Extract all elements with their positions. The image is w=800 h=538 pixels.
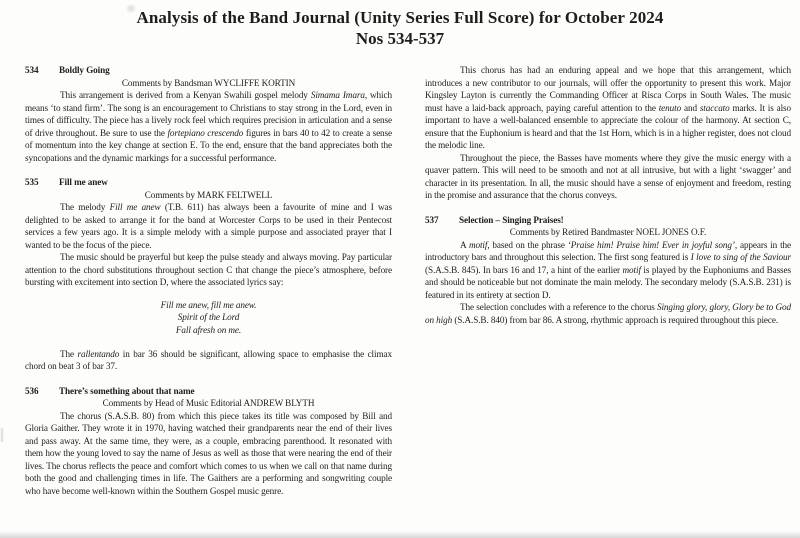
section-535-paragraph-3: The rallentando in bar 36 should be significant, allowing space to emphasise the climax chord on beat 3 of bar 37. — [25, 348, 392, 372]
lyric-line-3: Fall afresh on me. — [175, 325, 242, 336]
section-535-heading — [25, 176, 392, 189]
section-534-title: Boldly Going — [59, 65, 110, 75]
section-536-paragraph-1: The chorus (S.A.S.B. 80) from which this piece takes its title was composed by Bill and Gloria Gaither. They wrote it in 1970, having watched their grandparents near the end of their lives and pass away. At the same time, they were, as a couple, embracing parenthood. It resonated with them how the young loved to say the name of Jesus as well as those that were nearing the end of their lives. The chorus reflects the peace and comfort which comes to us when we call on that name during both the good and challenging times in life. The Gaithers are a performing and songwriting couple who have become well-known within the Southern Gospel music genre. — [25, 410, 392, 496]
section-534-byline: Comments by Bandsman WYCLIFFE KORTIN — [121, 77, 296, 88]
section-534-paragraph-1: This arrangement is derived from a Kenyan Swahili gospel melody Simama Imara, which means ‘to stand firm’. The song is an encouragement to Christians to stay strong in the Lord, even in times of difficulty. The piece has a lively rock feel which requires precision in articulation and a sense of drive throughout. Be sure to use the fortepiano crescendo figures in bars 40 to 42 to create a sense of momentum into the key change at section E. To the end, ensure that the band appreciates both the syncopations and the dynamic markings for a successful performance. — [25, 90, 392, 163]
section-534 — [25, 64, 392, 164]
lyric-line-2: Spirit of the Lord — [177, 312, 240, 323]
document-title: Analysis of the Band Journal (Unity Series Full Score) for October 2024 — [136, 8, 664, 27]
section-536-byline: Comments by Head of Music Editorial ANDREW BLYTH — [102, 398, 315, 409]
section-536-heading — [25, 385, 392, 398]
scan-edge — [0, 531, 800, 538]
section-535-number: 535 — [25, 177, 39, 187]
section-537-number: 537 — [425, 214, 439, 225]
two-column-layout — [0, 64, 800, 497]
section-537-paragraph-2: The selection concludes with a reference to the chorus Singing glory, glory, Glory be to God on high (S.A.S.B. 840) from bar 86. A strong, rhythmic approach is required throughout this piece. — [425, 302, 791, 325]
lyric-line-1: Fill me anew, fill me anew. — [160, 299, 257, 310]
page-header — [0, 0, 800, 49]
section-537 — [425, 214, 791, 327]
section-537-paragraph-1: A motif, based on the phrase ‘Praise him! Praise him! Ever in joyful song’, appears in the introductory bars and throughout this selection. The first song featured is I love to sing of the Saviour (S.A.S.B. 845). In bars 16 and 17, a hint of the earlier motif is played by the Euphoniums and Basses and should be noticeable but not dominate the main melody. The secondary melody (S.A.S.B. 231) is featured in its entirety at section D. — [425, 239, 792, 300]
section-534-heading — [25, 64, 392, 77]
section-536 — [25, 385, 392, 498]
section-536-title: There’s something about that name — [59, 385, 195, 396]
section-537-byline: Comments by Retired Bandmaster NOEL JONES O.F. — [509, 227, 707, 237]
section-535-paragraph-2: The music should be prayerful but keep the pulse steady and always moving. Pay particular attention to the chord substitutions throughout section C that change the piece’s atmosphere, before bursting with excitement into section D, where the associated lyrics say: — [25, 252, 392, 287]
section-534-number: 534 — [25, 65, 39, 75]
section-535 — [25, 176, 392, 373]
section-536-continued-paragraph-1: This chorus has had an enduring appeal and we hope that this arrangement, which introduces a new contributor to our journals, will offer the opportunity to present this work. Major Kingsley Layton is currently the Commanding Officer at Risca Corps in South Wales. The music must have a laid-back approach, paying careful attention to the tenuto and staccato marks. It is also important to have a well-balanced ensemble to appreciate the colour of the harmony. At section C, ensure that the Euphonium is heard and that the 1st Horn, which is in a higher register, does not cloud the melodic line. — [425, 65, 791, 150]
left-column — [25, 64, 392, 497]
right-column — [425, 64, 791, 326]
document-subtitle: Nos 534-537 — [355, 29, 445, 48]
section-535-paragraph-1: The melody Fill me anew (T.B. 611) has always been a favourite of mine and I was delighted to be asked to arrange it for the band at Worcester Corps to be used in their Pentecost services a few years ago. It is a simple melody with a simple purpose and associated prayer that I wanted to be the focus of the piece. — [25, 202, 392, 250]
section-537-title: Selection – Singing Praises! — [459, 214, 564, 225]
section-536-number: 536 — [25, 385, 39, 396]
section-535-title: Fill me anew — [59, 177, 108, 187]
section-536-continued-paragraph-2: Throughout the piece, the Basses have moments where they give the music energy with a quaver pattern. This will need to be smooth and not at all intrusive, but with a light ‘swagger’ and character in its presentation. In all, the music should have a sense of enjoyment and freedom, resting in the promise and assurance that the chorus conveys. — [425, 152, 791, 200]
section-537-heading — [425, 214, 791, 227]
section-535-byline: Comments by MARK FELTWELL — [144, 189, 273, 200]
lyrics-block — [25, 299, 392, 337]
